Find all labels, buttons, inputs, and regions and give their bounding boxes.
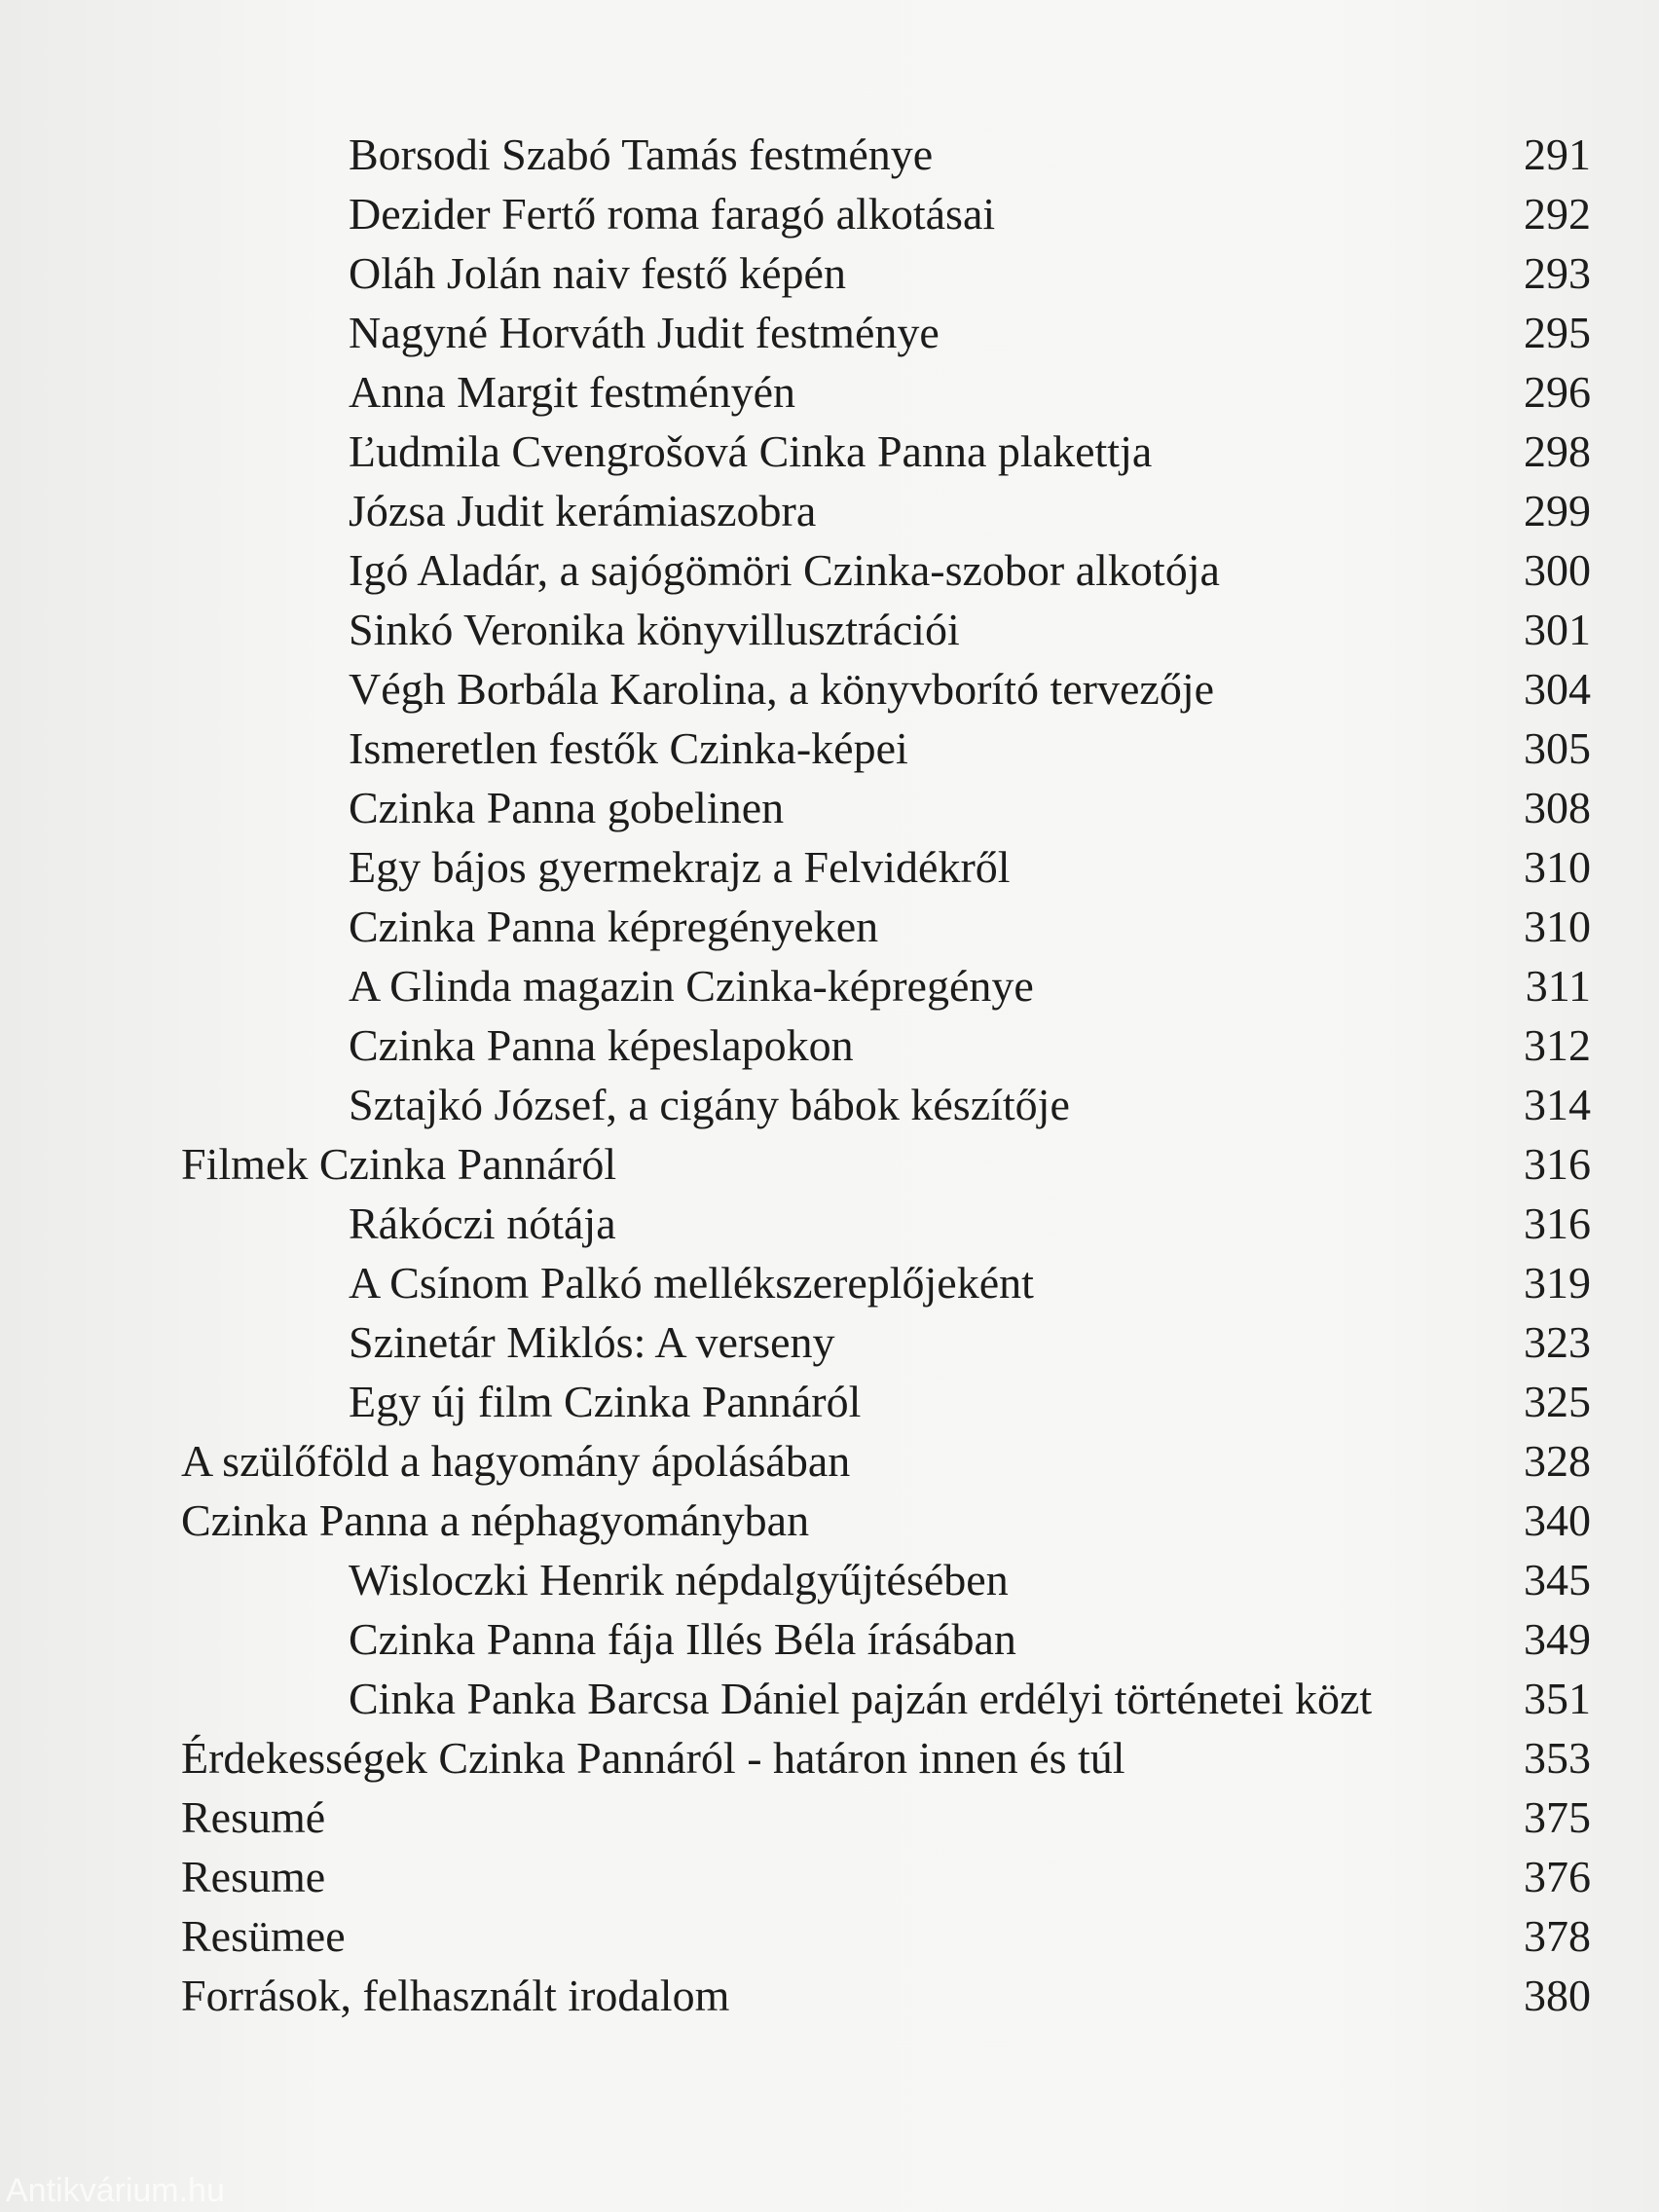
toc-entry: [0, 1788, 1659, 1847]
toc-entry-title: Ľudmila Cvengrošová Cinka Panna plakettja: [349, 426, 1153, 476]
toc-entry-title: Czinka Panna fája Illés Béla írásában: [349, 1614, 1016, 1664]
toc-entry-page: 308: [1524, 783, 1591, 832]
toc-entry-page: 314: [1524, 1080, 1591, 1129]
toc-entry: [0, 659, 1659, 719]
toc-entry-title: Igó Aladár, a sajógömöri Czinka-szobor alkotója: [349, 545, 1220, 595]
toc-entry-title: Anna Margit festményén: [349, 367, 796, 417]
toc-entry-title: Ismeretlen festők Czinka-képei: [349, 723, 908, 773]
toc-entry-title: Borsodi Szabó Tamás festménye: [349, 129, 934, 179]
toc-entry-title: Wisloczki Henrik népdalgyűjtésében: [349, 1555, 1009, 1604]
toc-entry-page: 310: [1524, 902, 1591, 951]
toc-entry: [0, 719, 1659, 778]
toc-entry-title: Czinka Panna képregényeken: [349, 902, 879, 951]
toc-entry-page: 312: [1524, 1020, 1591, 1070]
toc-entry-title: Végh Borbála Karolina, a könyvborító tervezője: [349, 664, 1215, 714]
toc-entry: [0, 184, 1659, 243]
toc-entry-page: 378: [1524, 1911, 1591, 1961]
toc-entry: [0, 600, 1659, 659]
toc-entry-title: Resümee: [181, 1911, 346, 1961]
toc-entry-page: 299: [1524, 486, 1591, 535]
watermark: Antikvárium.hu: [6, 2172, 225, 2209]
toc-entry-page: 311: [1525, 961, 1591, 1011]
toc-entry-title: A Glinda magazin Czinka-képregénye: [349, 961, 1034, 1011]
toc-entry-page: 295: [1524, 308, 1591, 357]
toc-entry: [0, 422, 1659, 481]
toc-entry: [0, 1431, 1659, 1491]
toc-entry-page: 340: [1524, 1495, 1591, 1545]
toc-entry-page: 316: [1524, 1198, 1591, 1248]
toc-entry: [0, 1728, 1659, 1788]
toc-entry: [0, 778, 1659, 837]
toc-entry-page: 305: [1524, 723, 1591, 773]
toc-entry: [0, 540, 1659, 600]
toc-entry-page: 380: [1524, 1971, 1591, 2020]
toc-entry: [0, 1906, 1659, 1966]
toc-entry-page: 328: [1524, 1436, 1591, 1486]
toc-entry: [0, 481, 1659, 540]
toc-entry-page: 319: [1524, 1258, 1591, 1308]
toc-entry-page: 298: [1524, 426, 1591, 476]
toc-entry: [0, 1015, 1659, 1075]
toc-entry-page: 376: [1524, 1852, 1591, 1901]
toc-entry: [0, 956, 1659, 1015]
toc-entry: [0, 303, 1659, 362]
toc-entry-page: 293: [1524, 248, 1591, 298]
table-of-contents: [0, 125, 1659, 2025]
toc-entry-title: Filmek Czinka Pannáról: [181, 1139, 617, 1189]
toc-entry-title: Czinka Panna a néphagyományban: [181, 1495, 810, 1545]
toc-entry: [0, 1312, 1659, 1372]
toc-entry-title: Sinkó Veronika könyvillusztrációi: [349, 605, 960, 654]
toc-entry: [0, 897, 1659, 956]
toc-entry-title: Szinetár Miklós: A verseny: [349, 1317, 835, 1367]
toc-entry-page: 375: [1524, 1792, 1591, 1842]
toc-entry-title: Józsa Judit kerámiaszobra: [349, 486, 817, 535]
toc-entry-title: A szülőföld a hagyomány ápolásában: [181, 1436, 851, 1486]
toc-entry: [0, 1134, 1659, 1194]
toc-entry-page: 316: [1524, 1139, 1591, 1189]
toc-entry: [0, 837, 1659, 897]
toc-entry: [0, 125, 1659, 184]
toc-entry-page: 351: [1524, 1674, 1591, 1723]
toc-entry-page: 301: [1524, 605, 1591, 654]
toc-entry-title: Resume: [181, 1852, 326, 1901]
toc-entry-title: A Csínom Palkó mellékszereplőjeként: [349, 1258, 1034, 1308]
toc-entry-title: Egy új film Czinka Pannáról: [349, 1377, 862, 1426]
toc-entry-title: Sztajkó József, a cigány bábok készítője: [349, 1080, 1070, 1129]
toc-entry-title: Érdekességek Czinka Pannáról - határon innen és túl: [181, 1733, 1125, 1783]
toc-entry-page: 296: [1524, 367, 1591, 417]
toc-entry: [0, 1194, 1659, 1253]
toc-entry-page: 349: [1524, 1614, 1591, 1664]
toc-entry-title: Nagyné Horváth Judit festménye: [349, 308, 940, 357]
toc-entry-page: 304: [1524, 664, 1591, 714]
toc-entry-page: 291: [1524, 129, 1591, 179]
toc-entry: [0, 243, 1659, 303]
toc-entry: [0, 1075, 1659, 1134]
toc-entry-page: 353: [1524, 1733, 1591, 1783]
toc-entry-title: Egy bájos gyermekrajz a Felvidékről: [349, 842, 1011, 892]
toc-entry: [0, 1669, 1659, 1728]
toc-entry: [0, 1491, 1659, 1550]
toc-entry-page: 325: [1524, 1377, 1591, 1426]
toc-entry-title: Cinka Panka Barcsa Dániel pajzán erdélyi történetei közt: [349, 1674, 1373, 1723]
toc-entry: [0, 362, 1659, 422]
toc-entry-page: 292: [1524, 189, 1591, 239]
toc-entry-title: Dezider Fertő roma faragó alkotásai: [349, 189, 996, 239]
toc-entry: [0, 1253, 1659, 1312]
toc-entry-title: Oláh Jolán naiv festő képén: [349, 248, 846, 298]
toc-entry: [0, 1966, 1659, 2025]
toc-entry-page: 345: [1524, 1555, 1591, 1604]
toc-entry-page: 310: [1524, 842, 1591, 892]
toc-entry-page: 300: [1524, 545, 1591, 595]
toc-entry-page: 323: [1524, 1317, 1591, 1367]
toc-entry-title: Források, felhasznált irodalom: [181, 1971, 730, 2020]
toc-entry-title: Czinka Panna képeslapokon: [349, 1020, 854, 1070]
toc-entry-title: Resumé: [181, 1792, 326, 1842]
toc-entry: [0, 1609, 1659, 1669]
toc-entry: [0, 1372, 1659, 1431]
toc-entry: [0, 1550, 1659, 1609]
toc-entry-title: Rákóczi nótája: [349, 1198, 616, 1248]
toc-entry: [0, 1847, 1659, 1906]
toc-entry-title: Czinka Panna gobelinen: [349, 783, 785, 832]
